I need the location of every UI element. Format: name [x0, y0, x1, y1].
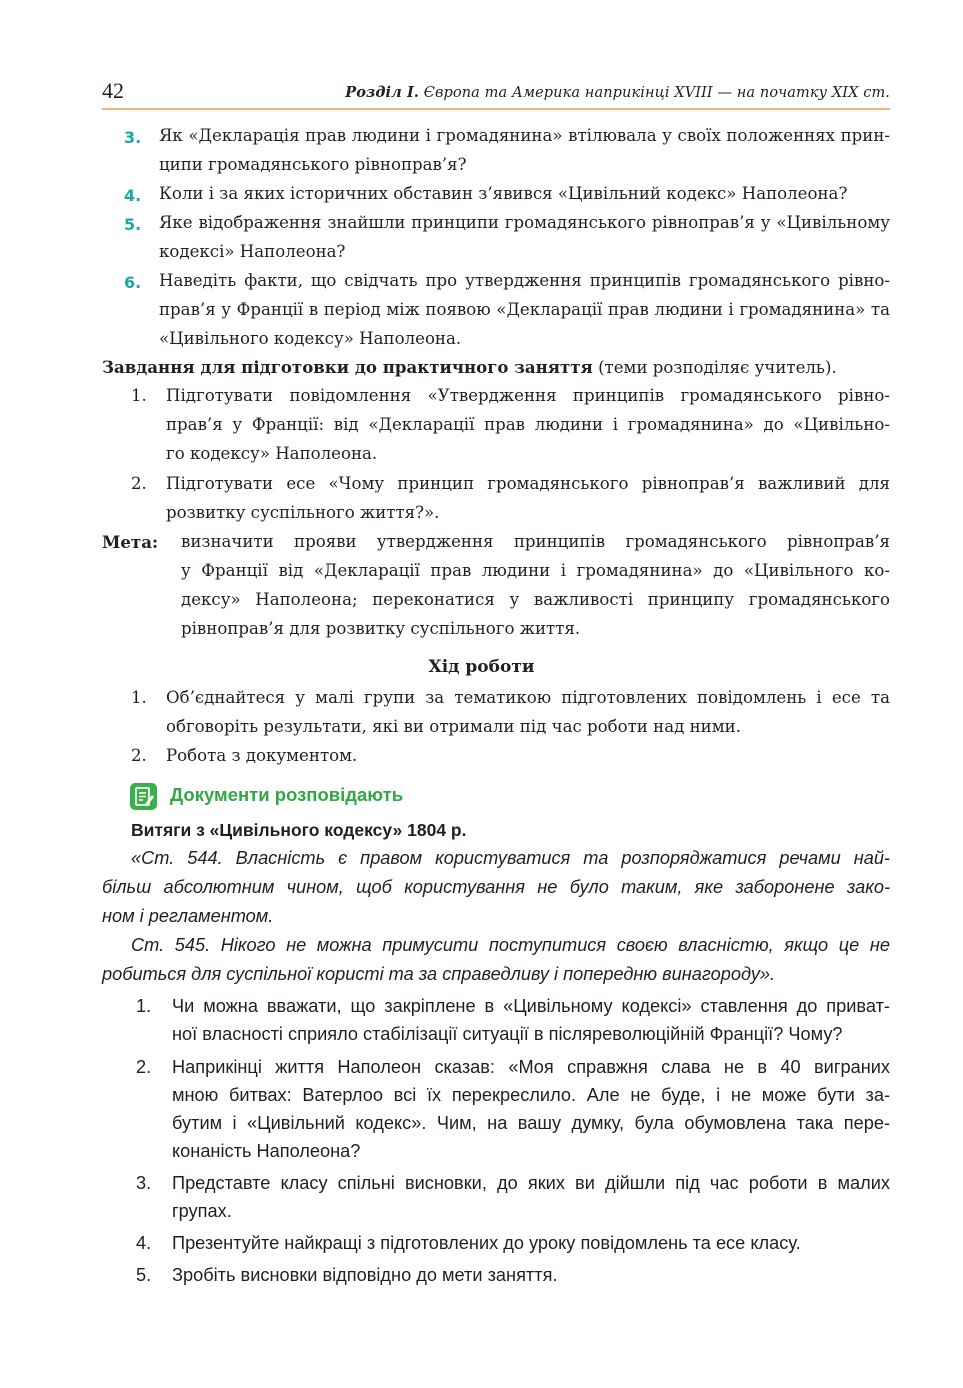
- list-line: ної власності сприяло стабілізації ситуації в післяреволюційній Франції? Чому?: [172, 1024, 843, 1044]
- list-line: конаність Наполеона?: [172, 1141, 361, 1161]
- question-number: 3.: [124, 128, 142, 147]
- extract-title: Витяги з «Цивільного кодексу» 1804 р.: [131, 820, 467, 840]
- question-line: прав’я у Франції в період між появою «Декларації прав людини і громадянина» та: [159, 300, 890, 319]
- quote-line: Ст. 545. Нікого не можна примусити поступитися своєю власністю, якщо це не: [131, 935, 890, 955]
- goal-line: у Франції від «Декларації прав людини і громадянина» до «Цивільного ко-: [181, 561, 890, 580]
- goal-label: Мета:: [102, 532, 159, 552]
- quote-line: більш абсолютним чином, щоб користування не було таким, яке заборонене зако-: [102, 877, 890, 897]
- quote-line: робиться для суспільної користі та за справедливу і попередню винагороду».: [102, 964, 776, 984]
- documents-heading: Документи розповідають: [170, 784, 404, 805]
- workflow-heading: Хід роботи: [428, 657, 535, 677]
- question-line: Коли і за яких історичних обставин з’явився «Цивільний кодекс» Наполеона?: [159, 184, 848, 203]
- list-line: Об’єднайтеся у малі групи за тематикою підготовлених повідомлень і есе та: [166, 688, 890, 707]
- header-rule: [102, 108, 890, 110]
- list-line: Презентуйте найкращі з підготовлених до уроку повідомлень та есе класу.: [172, 1233, 801, 1253]
- list-line: Підготувати повідомлення «Утвердження принципів громадянського рівно-: [166, 386, 890, 405]
- practical-note: (теми розподіляє учитель).: [592, 358, 837, 377]
- question-line: Яке відображення знайшли принципи громадянського рівноправ’я у «Цивільному: [159, 213, 890, 232]
- list-line: мною битвах: Ватерлоо всі їх перекреслило. Але не буде, і не може бути за-: [172, 1085, 890, 1105]
- goal-line: визначити прояви утвердження принципів громадянського рівноправ’я: [181, 532, 890, 551]
- list-line: Зробіть висновки відповідно до мети заняття.: [172, 1265, 558, 1285]
- section-label: Розділ І.: [345, 84, 420, 101]
- list-number: 5.: [136, 1265, 152, 1285]
- quote-line: ном і регламентом.: [102, 906, 274, 926]
- document-edit-icon: [130, 783, 157, 810]
- list-number: 2.: [131, 746, 147, 765]
- list-number: 1.: [131, 386, 147, 405]
- list-line: го кодексу» Наполеона.: [166, 444, 378, 463]
- practical-heading: [102, 357, 837, 377]
- section-title: Європа та Америка наприкінці XVIII — на початку XIX ст.: [423, 85, 890, 101]
- list-line: Представте класу спільні висновки, до яких ви дійшли під час роботи в малих: [172, 1173, 890, 1193]
- question-line: ципи громадянського рівноправ’я?: [159, 155, 467, 174]
- list-line: прав’я у Франції: від «Декларації прав людини і громадянина» до «Цивільно-: [166, 415, 890, 434]
- page-number: 42: [102, 78, 124, 103]
- list-line: бутим і «Цивільний кодекс». Чим, на вашу думку, була обумовлена така пере-: [172, 1113, 890, 1133]
- list-number: 1.: [136, 996, 152, 1016]
- question-number: 5.: [124, 215, 142, 234]
- list-line: обговоріть результати, які ви отримали під час роботи над ними.: [166, 717, 741, 736]
- list-number: 2.: [131, 474, 147, 493]
- list-number: 1.: [131, 688, 147, 707]
- goal-line: дексу» Наполеона; переконатися у важливості принципу громадянського: [181, 590, 890, 609]
- list-line: Наприкінці життя Наполеон сказав: «Моя справжня слава не в 40 виграних: [172, 1057, 890, 1077]
- running-head: [345, 84, 890, 101]
- question-line: Наведіть факти, що свідчать про утвердження принципів громадянського рівно-: [159, 271, 890, 290]
- list-number: 4.: [136, 1233, 152, 1253]
- question-line: Як «Декларація прав людини і громадянина» втілювала у своїх положеннях прин-: [159, 126, 890, 145]
- question-number: 6.: [124, 273, 142, 292]
- list-line: Чи можна вважати, що закріплене в «Цивільному кодексі» ставлення до приват-: [172, 996, 890, 1016]
- list-line: розвитку суспільного життя?».: [166, 503, 440, 522]
- list-number: 2.: [136, 1057, 152, 1077]
- question-line: кодексі» Наполеона?: [159, 242, 346, 261]
- list-number: 3.: [136, 1173, 152, 1193]
- list-line: Робота з документом.: [166, 746, 358, 765]
- question-line: «Цивільного кодексу» Наполеона.: [159, 329, 462, 348]
- practical-title: Завдання для підготовки до практичного заняття: [102, 357, 593, 377]
- question-number: 4.: [124, 186, 142, 205]
- quote-line: «Ст. 544. Власність є правом користуватися та розпоряджатися речами най-: [131, 848, 890, 868]
- list-line: групах.: [172, 1201, 232, 1221]
- list-line: Підготувати есе «Чому принцип громадянського рівноправ’я важливий для: [166, 474, 890, 493]
- goal-line: рівноправ’я для розвитку суспільного життя.: [181, 619, 581, 638]
